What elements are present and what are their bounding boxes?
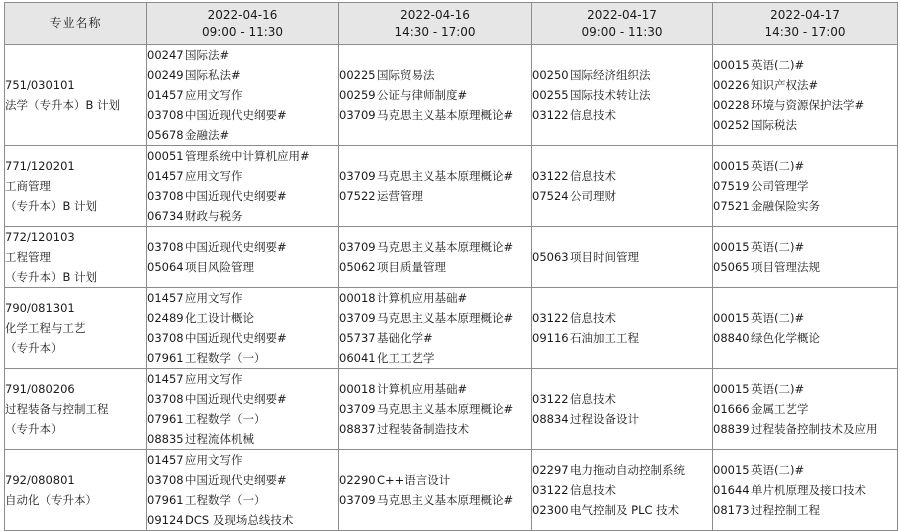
major-line: （专升本）B 计划 <box>5 270 98 284</box>
course-name: DCS 及现场总线技术 <box>185 513 294 527</box>
course-name: 过程装备控制技术及应用 <box>751 422 878 436</box>
course-name: 金融法# <box>185 128 230 142</box>
course-entry <box>339 257 531 277</box>
course-code: 03709 <box>339 240 376 254</box>
course-code: 00015 <box>713 311 750 325</box>
session-date: 2022-04-16 <box>207 7 278 22</box>
course-entry <box>339 105 531 125</box>
session-cell-2 <box>339 288 532 369</box>
course-name: 工程数学（一） <box>185 412 266 426</box>
course-name: 工程数学（一） <box>185 493 266 507</box>
course-name: 中国近现代史纲要# <box>185 473 287 487</box>
course-name: 项目风险管理 <box>185 260 254 274</box>
session-cell-1 <box>147 45 339 146</box>
course-name: 过程设备设计 <box>570 412 639 426</box>
course-code: 00225 <box>339 68 376 82</box>
course-entry <box>147 288 338 308</box>
schedule-body <box>5 45 898 531</box>
major-line: 法学（专升本）B 计划 <box>5 98 121 112</box>
header-session-4 <box>713 3 898 45</box>
course-code: 00252 <box>713 118 750 132</box>
course-code: 01666 <box>713 402 750 416</box>
course-entry <box>713 55 897 75</box>
course-code: 08840 <box>713 331 750 345</box>
course-code: 00051 <box>147 149 184 163</box>
course-code: 05063 <box>532 250 569 264</box>
course-name: 马克思主义基本原理概论# <box>377 108 514 122</box>
course-code: 00015 <box>713 159 750 173</box>
course-entry <box>713 196 897 216</box>
major-line: （专升本）B 计划 <box>5 199 98 213</box>
major-line: 工程管理 <box>5 250 51 264</box>
course-name: 过程流体机械 <box>185 432 254 446</box>
course-code: 03122 <box>532 169 569 183</box>
course-entry <box>147 328 338 348</box>
course-entry <box>532 328 712 348</box>
course-entry <box>147 409 338 429</box>
course-code: 02489 <box>147 311 184 325</box>
course-entry <box>713 399 897 419</box>
course-name: 过程控制工程 <box>751 503 820 517</box>
course-code: 07961 <box>147 351 184 365</box>
course-code: 00015 <box>713 463 750 477</box>
course-code: 07519 <box>713 179 750 193</box>
course-code: 08173 <box>713 503 750 517</box>
header-major: 专业名称 <box>5 3 147 45</box>
course-name: 石油加工工程 <box>570 331 639 345</box>
course-name: 信息技术 <box>570 311 616 325</box>
session-cell-2 <box>339 45 532 146</box>
session-cell-2 <box>339 146 532 227</box>
session-cell-3 <box>532 146 713 227</box>
course-entry <box>339 348 531 368</box>
course-code: 03709 <box>339 108 376 122</box>
course-name: 信息技术 <box>570 483 616 497</box>
course-code: 00015 <box>713 58 750 72</box>
course-code: 06041 <box>339 351 376 365</box>
header-session-1 <box>147 3 339 45</box>
session-time: 09:00 - 11:30 <box>581 24 663 39</box>
course-code: 00018 <box>339 291 376 305</box>
course-name: 公司理财 <box>570 189 616 203</box>
course-entry <box>147 166 338 186</box>
course-name: 信息技术 <box>570 392 616 406</box>
course-entry <box>532 460 712 480</box>
course-code: 07961 <box>147 493 184 507</box>
course-name: 信息技术 <box>570 108 616 122</box>
course-entry <box>339 65 531 85</box>
course-name: 电气控制及 PLC 技术 <box>570 503 680 517</box>
course-name: 项目管理法规 <box>751 260 820 274</box>
course-entry <box>532 105 712 125</box>
course-name: 绿色化学概论 <box>751 331 820 345</box>
course-name: 中国近现代史纲要# <box>185 108 287 122</box>
major-line: 771/120201 <box>5 159 75 173</box>
course-entry <box>147 125 338 145</box>
course-name: 中国近现代史纲要# <box>185 392 287 406</box>
course-code: 07521 <box>713 199 750 213</box>
course-code: 08837 <box>339 422 376 436</box>
course-name: 马克思主义基本原理概论# <box>377 402 514 416</box>
course-entry <box>532 500 712 520</box>
course-entry <box>713 308 897 328</box>
session-cell-3 <box>532 450 713 531</box>
course-entry <box>147 105 338 125</box>
course-code: 01457 <box>147 372 184 386</box>
course-entry <box>147 470 338 490</box>
course-entry <box>147 45 338 65</box>
course-code: 03709 <box>339 311 376 325</box>
session-cell-1 <box>147 146 339 227</box>
course-name: 国际税法 <box>751 118 797 132</box>
header-session-2 <box>339 3 532 45</box>
course-name: 国际贸易法 <box>377 68 435 82</box>
course-code: 03709 <box>339 493 376 507</box>
course-name: 基础化学# <box>377 331 433 345</box>
course-code: 08835 <box>147 432 184 446</box>
course-name: 应用文写作 <box>185 372 243 386</box>
course-entry <box>532 247 712 267</box>
course-code: 05065 <box>713 260 750 274</box>
course-name: 项目质量管理 <box>377 260 446 274</box>
course-name: 英语(二)# <box>751 159 805 173</box>
course-entry <box>713 75 897 95</box>
course-entry <box>713 115 897 135</box>
course-entry <box>339 399 531 419</box>
major-line: 工商管理 <box>5 179 51 193</box>
course-name: 国际经济组织法 <box>570 68 651 82</box>
course-name: 中国近现代史纲要# <box>185 331 287 345</box>
major-line: 751/030101 <box>5 78 75 92</box>
course-name: 中国近现代史纲要# <box>185 189 287 203</box>
course-name: 应用文写作 <box>185 88 243 102</box>
course-entry <box>713 500 897 520</box>
major-cell <box>5 288 147 369</box>
course-code: 09124 <box>147 513 184 527</box>
course-code: 03709 <box>339 402 376 416</box>
course-name: 计算机应用基础# <box>377 291 468 305</box>
course-entry <box>147 85 338 105</box>
session-date: 2022-04-16 <box>400 7 470 22</box>
major-line: 791/080206 <box>5 382 75 396</box>
course-name: 英语(二)# <box>751 311 805 325</box>
session-time: 14:30 - 17:00 <box>764 24 846 39</box>
course-code: 03122 <box>532 311 569 325</box>
course-name: 英语(二)# <box>751 463 805 477</box>
course-code: 01457 <box>147 88 184 102</box>
course-name: 化工工艺学 <box>377 351 435 365</box>
course-code: 03122 <box>532 108 569 122</box>
course-entry <box>713 237 897 257</box>
course-entry <box>339 419 531 439</box>
major-line: 化学工程与工艺 <box>5 321 86 335</box>
course-entry <box>147 510 338 530</box>
course-name: 化工设计概论 <box>185 311 254 325</box>
course-code: 00226 <box>713 78 750 92</box>
course-name: 金融保险实务 <box>751 199 820 213</box>
course-code: 01644 <box>713 483 750 497</box>
course-name: 国际技术转让法 <box>570 88 651 102</box>
course-name: 英语(二)# <box>751 58 805 72</box>
session-time: 14:30 - 17:00 <box>394 24 476 39</box>
course-code: 08839 <box>713 422 750 436</box>
course-entry <box>713 156 897 176</box>
course-entry <box>147 389 338 409</box>
course-code: 05737 <box>339 331 376 345</box>
course-entry <box>532 480 712 500</box>
session-cell-4 <box>713 227 898 288</box>
course-entry <box>713 419 897 439</box>
header-row <box>5 3 898 45</box>
table-row <box>5 45 898 146</box>
session-cell-1 <box>147 227 339 288</box>
major-cell <box>5 227 147 288</box>
course-name: 项目时间管理 <box>570 250 639 264</box>
course-name: 马克思主义基本原理概论# <box>377 240 514 254</box>
course-entry <box>339 379 531 399</box>
course-entry <box>339 470 531 490</box>
course-name: 马克思主义基本原理概论# <box>377 493 514 507</box>
course-entry <box>147 369 338 389</box>
course-entry <box>147 429 338 449</box>
major-cell <box>5 369 147 450</box>
course-name: 应用文写作 <box>185 453 243 467</box>
course-code: 02300 <box>532 503 569 517</box>
session-cell-2 <box>339 227 532 288</box>
session-cell-3 <box>532 227 713 288</box>
course-entry <box>713 460 897 480</box>
session-cell-4 <box>713 45 898 146</box>
course-code: 01457 <box>147 453 184 467</box>
course-entry <box>147 146 338 166</box>
session-cell-2 <box>339 369 532 450</box>
course-entry <box>147 257 338 277</box>
course-name: 管理系统中计算机应用# <box>185 149 310 163</box>
course-code: 05064 <box>147 260 184 274</box>
course-entry <box>339 288 531 308</box>
course-code: 00247 <box>147 48 184 62</box>
course-code: 02297 <box>532 463 569 477</box>
course-entry <box>713 95 897 115</box>
course-name: 马克思主义基本原理概论# <box>377 311 514 325</box>
course-name: 知识产权法# <box>751 78 819 92</box>
major-line: 792/080801 <box>5 473 75 487</box>
course-name: 信息技术 <box>570 169 616 183</box>
course-name: 马克思主义基本原理概论# <box>377 169 514 183</box>
major-cell <box>5 45 147 146</box>
course-entry <box>147 65 338 85</box>
course-entry <box>713 480 897 500</box>
course-entry <box>532 389 712 409</box>
course-name: 英语(二)# <box>751 382 805 396</box>
major-line: 772/120103 <box>5 230 75 244</box>
course-name: 环境与资源保护法学# <box>751 98 865 112</box>
course-name: 运营管理 <box>377 189 423 203</box>
course-entry <box>532 308 712 328</box>
course-entry <box>713 176 897 196</box>
course-name: 应用文写作 <box>185 291 243 305</box>
session-cell-1 <box>147 450 339 531</box>
major-line: 过程装备与控制工程 <box>5 402 109 416</box>
course-code: 00018 <box>339 382 376 396</box>
course-code: 00015 <box>713 240 750 254</box>
course-name: 单片机原理及接口技术 <box>751 483 866 497</box>
course-code: 03122 <box>532 483 569 497</box>
course-code: 00228 <box>713 98 750 112</box>
major-cell <box>5 450 147 531</box>
course-code: 03708 <box>147 240 184 254</box>
course-entry <box>147 186 338 206</box>
course-name: 电力拖动自动控制系统 <box>570 463 685 477</box>
course-entry <box>147 308 338 328</box>
course-code: 00259 <box>339 88 376 102</box>
major-line: （专升本） <box>5 422 63 436</box>
course-code: 03708 <box>147 473 184 487</box>
course-name: 金属工艺学 <box>751 402 809 416</box>
session-date: 2022-04-17 <box>770 7 840 22</box>
course-code: 01457 <box>147 291 184 305</box>
course-code: 03708 <box>147 392 184 406</box>
course-code: 00015 <box>713 382 750 396</box>
course-entry <box>339 166 531 186</box>
major-line: 自动化（专升本） <box>5 493 97 507</box>
course-entry <box>339 308 531 328</box>
course-entry <box>713 328 897 348</box>
course-name: 英语(二)# <box>751 240 805 254</box>
course-code: 03708 <box>147 189 184 203</box>
course-code: 03122 <box>532 392 569 406</box>
course-code: 03709 <box>339 169 376 183</box>
session-time: 09:00 - 11:30 <box>201 24 284 39</box>
table-row <box>5 450 898 531</box>
course-code: 02290 <box>339 473 376 487</box>
session-cell-4 <box>713 146 898 227</box>
session-cell-4 <box>713 369 898 450</box>
course-code: 08834 <box>532 412 569 426</box>
course-entry <box>339 85 531 105</box>
session-cell-1 <box>147 369 339 450</box>
course-entry <box>147 237 338 257</box>
major-cell <box>5 146 147 227</box>
course-name: 计算机应用基础# <box>377 382 468 396</box>
course-entry <box>147 450 338 470</box>
course-name: 公司管理学 <box>751 179 809 193</box>
course-entry <box>339 186 531 206</box>
course-entry <box>532 186 712 206</box>
course-entry <box>147 206 338 226</box>
course-code: 07524 <box>532 189 569 203</box>
course-code: 03708 <box>147 331 184 345</box>
session-date: 2022-04-17 <box>587 7 657 22</box>
course-name: 中国近现代史纲要# <box>185 240 287 254</box>
course-code: 03708 <box>147 108 184 122</box>
table-row <box>5 227 898 288</box>
course-name: 国际法# <box>185 48 230 62</box>
course-entry <box>713 257 897 277</box>
major-line: （专升本） <box>5 341 63 355</box>
course-entry <box>532 166 712 186</box>
course-name: 公证与律师制度# <box>377 88 468 102</box>
course-name: 过程装备制造技术 <box>377 422 469 436</box>
session-cell-1 <box>147 288 339 369</box>
exam-schedule-table <box>4 2 898 531</box>
header-session-3 <box>532 3 713 45</box>
course-code: 09116 <box>532 331 569 345</box>
course-code: 00249 <box>147 68 184 82</box>
course-entry <box>713 379 897 399</box>
course-entry <box>339 328 531 348</box>
course-name: 国际私法# <box>185 68 241 82</box>
course-code: 05062 <box>339 260 376 274</box>
course-entry <box>532 85 712 105</box>
course-code: 06734 <box>147 209 184 223</box>
table-row <box>5 369 898 450</box>
course-name: 应用文写作 <box>185 169 243 183</box>
session-cell-2 <box>339 450 532 531</box>
session-cell-3 <box>532 369 713 450</box>
course-code: 00255 <box>532 88 569 102</box>
session-cell-4 <box>713 450 898 531</box>
course-entry <box>532 65 712 85</box>
course-entry <box>147 490 338 510</box>
major-line: 790/081301 <box>5 301 75 315</box>
session-cell-4 <box>713 288 898 369</box>
course-name: C++语言设计 <box>377 473 451 487</box>
course-entry <box>147 348 338 368</box>
session-cell-3 <box>532 288 713 369</box>
course-code: 00250 <box>532 68 569 82</box>
course-entry <box>339 237 531 257</box>
session-cell-3 <box>532 45 713 146</box>
course-entry <box>339 490 531 510</box>
course-code: 05678 <box>147 128 184 142</box>
table-row <box>5 146 898 227</box>
course-code: 01457 <box>147 169 184 183</box>
course-code: 07522 <box>339 189 376 203</box>
course-code: 07961 <box>147 412 184 426</box>
course-name: 财政与税务 <box>185 209 243 223</box>
course-entry <box>532 409 712 429</box>
table-row <box>5 288 898 369</box>
course-name: 工程数学（一） <box>185 351 266 365</box>
